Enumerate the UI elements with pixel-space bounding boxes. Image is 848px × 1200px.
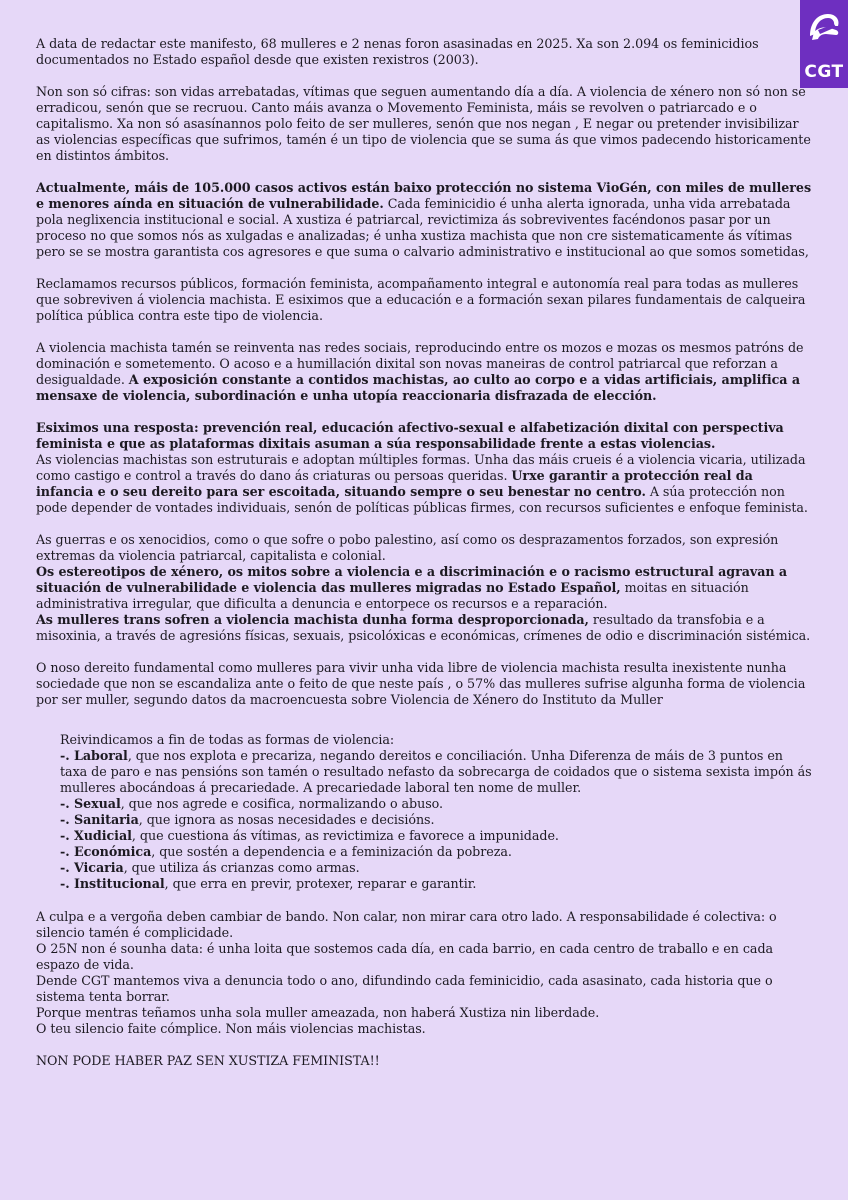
- claim-item: [60, 748, 814, 796]
- paragraph-5-bold: A exposición constante a contidos machistas, ao culto ao corpo e a vidas artificiais, amplifica a mensaxe de violencia, subordinación e unha utopía reaccionaria disfrazada de elección.: [36, 372, 800, 403]
- claim-text: , que cuestiona ás vítimas, as revictimiza e favorece a impunidade.: [131, 828, 559, 843]
- claim-text: , que nos explota e precariza, negando dereitos e conciliación. Unha Diferenza de máis de 3 puntos en taxa de paro e nas pensións son tamén o resultado nefasto da sobrecarga de coidados que o sistema sexista impón ás mulleres abocándoas á precariedade. A precariedade laboral ten nome de muller.: [60, 748, 812, 795]
- paragraph-9-bold: Os estereotipos de xénero, os mitos sobre a violencia e a discriminación e o racismo estructural agravan a situación de vulnerabilidade e violencia das mulleres migradas no Estado Español,: [36, 564, 788, 595]
- paragraph-6-bold: Esiximos una resposta: prevención real, educación afectivo-sexual e alfabetización dixital con perspectiva feminista e que as plataformas dixitais asuman a súa responsabilidade frente a estas violencias.: [36, 420, 784, 451]
- claim-label: -. Económica: [60, 844, 152, 859]
- paragraph-11: O noso dereito fundamental como mulleres para vivir unha vida libre de violencia machista resulta inexistente nunha sociedade que non se escandaliza ante o feito de que neste país , o 57% das mulleres sufrise algunha forma de violencia por ser muller, segundo datos da macroencuesta sobre Violencia de Xénero do Instituto da Muller: [36, 660, 806, 707]
- paragraph-8: As guerras e os xenocidios, como o que sofre o pobo palestino, así como os desprazamentos forzados, son expresión extremas da violencia patriarcal, capitalista e colonial.: [36, 532, 779, 563]
- claim-text: , que erra en previr, protexer, reparar e garantir.: [164, 876, 477, 891]
- claim-item: [60, 876, 814, 892]
- claims-intro: Reivindicamos a fin de todas as formas de violencia:: [60, 732, 395, 747]
- paragraph-10-text: resultado da transfobia e a misoxinia, a través de agresións físicas, sexuais, psicolóxicas e económicas, crímenes de odio e discriminación sistémica.: [36, 612, 811, 643]
- claim-label: -. Institucional: [60, 876, 165, 891]
- paragraph-7: [36, 452, 814, 516]
- paragraph-5-text: A violencia machista tamén se reinventa nas redes sociais, reproducindo entre os mozos e mozas os mesmos patróns de dominación e sometemento. O acoso e a humillación dixital son novas maneiras de control patriarcal que reforzan a desigualdade.: [36, 340, 804, 387]
- paragraph-3-bold: Actualmente, máis de 105.000 casos activos están baixo protección no sistema VioGén, con miles de mulleres e menores aínda en situación de vulnerabilidade.: [36, 180, 812, 211]
- claim-label: -. Sanitaria: [60, 812, 139, 827]
- paragraph-7-bold: Urxe garantir a protección real da infancia e o seu dereito para ser escoitada, situando sempre o seu benestar no centro.: [36, 468, 753, 499]
- manifesto-document: [36, 36, 814, 1085]
- closing-line-3: Dende CGT mantemos viva a denuncia todo o ano, difundindo cada feminicidio, cada asasinato, cada historia que o sistema tenta borrar.: [36, 973, 773, 1004]
- closing-line-5: O teu silencio faite cómplice. Non máis violencias machistas.: [36, 1021, 426, 1036]
- claim-text: , que sostén a dependencia e a feminización da pobreza.: [151, 844, 512, 859]
- claim-item: [60, 828, 814, 844]
- paragraph-10: [36, 612, 814, 644]
- claim-label: -. Xudicial: [60, 828, 132, 843]
- claim-item: [60, 812, 814, 828]
- logo-text: CGT: [804, 62, 844, 82]
- paragraph-3: [36, 180, 814, 260]
- paragraph-1: A data de redactar este manifesto, 68 mulleres e 2 nenas foron asasinadas en 2025. Xa son 2.094 os feminicidios documentados no Estado español desde que existen rexistros (2003).: [36, 36, 759, 67]
- claim-text: , que ignora as nosas necesidades e decisións.: [138, 812, 435, 827]
- paragraph-10-bold: As mulleres trans sofren a violencia machista dunha forma desproporcionada,: [36, 612, 589, 627]
- claim-item: [60, 860, 814, 876]
- paragraph-7-text-b: A súa protección non pode depender de vontades individuais, senón de políticas públicas firmes, con recursos suficientes e enfoque feminista.: [36, 484, 808, 515]
- paragraph-9-text: moitas en situación administrativa irregular, que dificulta a denuncia e entorpece os recursos e a reparación.: [36, 580, 749, 611]
- paragraph-5: [36, 340, 814, 404]
- claim-item: [60, 796, 814, 812]
- claim-item: [60, 844, 814, 860]
- final-slogan: NON PODE HABER PAZ SEN XUSTIZA FEMINISTA!!: [36, 1053, 380, 1068]
- paragraph-4: Reclamamos recursos públicos, formación feminista, acompañamento integral e autonomía real para todas as mulleres que sobreviven á violencia machista. E esiximos que a educación e a formación sexan pilares fundamentais de calqueira política pública contra este tipo de violencia.: [36, 276, 806, 323]
- claim-label: -. Laboral: [60, 748, 128, 763]
- paragraph-9: [36, 564, 814, 612]
- claim-label: -. Vicaria: [60, 860, 124, 875]
- closing-line-4: Porque mentras teñamos unha sola muller ameazada, non haberá Xustiza nin liberdade.: [36, 1005, 600, 1020]
- paragraph-7-text-a: As violencias machistas son estruturais e adoptan múltiples formas. Unha das máis crueis é a violencia vicaria, utilizada como castigo e control a través do dano ás criaturas ou persoas queridas.: [36, 452, 806, 483]
- claim-text: , que utiliza ás crianzas como armas.: [123, 860, 360, 875]
- claim-label: -. Sexual: [60, 796, 121, 811]
- paragraph-6: [36, 420, 814, 452]
- paragraph-2: Non son só cifras: son vidas arrebatadas, vítimas que seguen aumentando día a día. A violencia de xénero non só non se erradicou, senón que se recruou. Canto máis avanza o Movemento Feminista, máis se revolven o patriarcado e o capitalismo. Xa non só asasínannos polo feito de ser mulleres, senón que nos negan , E negar ou pretender invisibilizar as violencias específicas que sufrimos, tamén é un tipo de violencia que se suma ás que vimos padecendo historicamente en distintos ámbitos.: [36, 84, 811, 163]
- claim-text: , que nos agrede e cosifica, normalizando o abuso.: [120, 796, 444, 811]
- closing-line-1: A culpa e a vergoña deben cambiar de bando. Non calar, non mirar cara otro lado. A responsabilidade é colectiva: o silencio tamén é complicidade.: [36, 909, 777, 940]
- paragraph-3-text: Cada feminicidio é unha alerta ignorada, unha vida arrebatada pola neglixencia institucional e social. A xustiza é patriarcal, revictimiza ás sobreviventes facéndonos pasar por un proceso no que somos nós as xulgadas e analizadas; é unha xustiza machista que non cre sistematicamente ás vítimas pero se se mostra garantista cos agresores e que suma o calvario administrativo e institucional ao que somos sometidas,: [36, 196, 809, 259]
- claims-list: [60, 732, 814, 892]
- closing-line-2: O 25N non é sounha data: é unha loita que sostemos cada día, en cada barrio, en cada centro de traballo e en cada espazo de vida.: [36, 941, 774, 972]
